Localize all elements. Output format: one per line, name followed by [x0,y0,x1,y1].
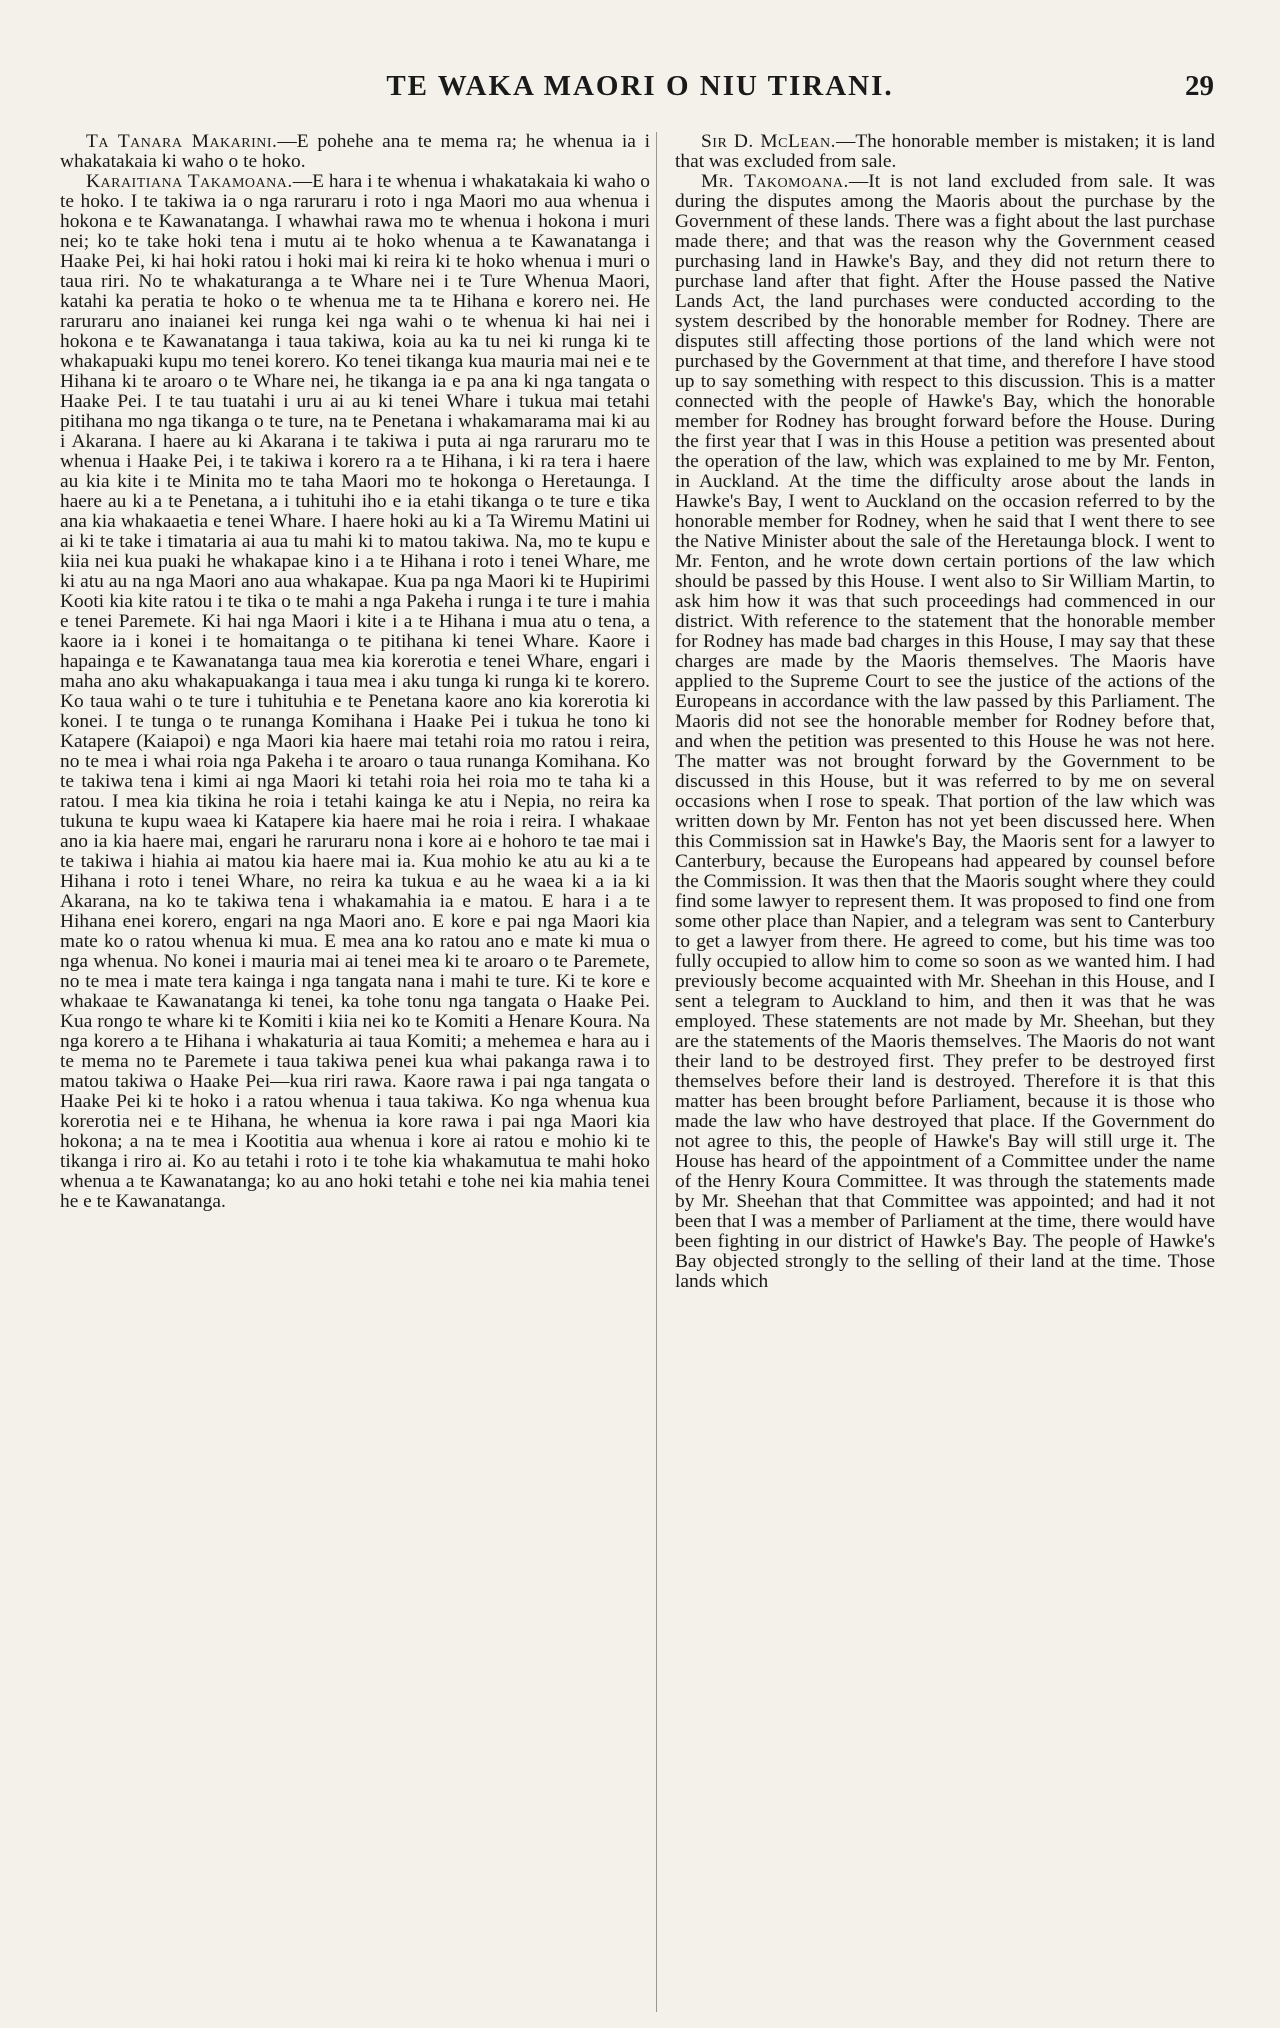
right-column-english [675,132,1215,1292]
column-divider [656,132,657,2012]
speaker-name: Mr. Takomoana. [701,171,849,192]
paragraph-text: —The honorable member is mistaken; it is land that was excluded from sale. [675,131,1215,172]
speaker-name: Sir D. McLean. [701,131,836,152]
left-column-maori [60,132,650,1212]
paragraph-takomoana [675,172,1215,1292]
paragraph-makarini [60,132,650,172]
speaker-name: Karaitiana Takamoana. [86,171,293,192]
paragraph-text: —E hara i te whenua i whakatakaia ki waho o te hoko. I te takiwa ia o nga raruraru i roto i nga Maori mo aua whenua i hokona e te Kawanatanga. I whawhai rawa mo te whenua i hokona i muri nei; ko te take hoki tena i mutu ai te hoko whenua a te Kawanatanga i Haake Pei, ki hai hoki ratou i hoki mai ki reira ki te hoko whenua i muri o taua riri. No te whakaturanga a te Whare nei i te Ture Whenua Maori, katahi ka peratia te hoko o te whenua me ta te Hihana e korero nei. He raruraru ano inaianei kei runga kei nga wahi o te whenua ki hai nei i hokona e te Kawanatanga i taua takiwa, koia au ka tu nei ki runga ki te whakapuaki kupu mo tenei korero. Ko tenei tikanga kua mauria mai nei e te Hihana ki te aroaro o te Whare nei, he tikanga ia e pa ana ki nga tangata o Haake Pei. I te tau tuatahi i uru ai au ki tenei Whare i tukua mai tetahi pitihana mo nga tikanga o te ture, na te Penetana i whakamarama mai ki au i Akarana. I haere au ki Akarana i te takiwa i puta ai nga raruraru mo te whenua i Haake Pei, i te takiwa i korero ra a te Hihana, i ki ra tera i haere au kia kite i te Minita mo te taha Maori mo te hokonga o Heretaunga. I haere au ki a te Penetana, a i tuhituhi iho e ia etahi tikanga o te ture e tika ana kia whakaaetia e tenei Whare. I haere hoki au ki a Ta Wiremu Matini ui ai ki te take i timataria ai aua tu mahi ki to matou takiwa. Na, mo te kupu e kiia nei kua puaki he whakapae kino i a te Hihana i roto i tenei Whare, me ki atu au na nga Maori ano aua whakapae. Kua pa nga Maori ki te Hupirimi Kooti kia kite ratou i te tika o te mahi a nga Pakeha i runga i te ture i mahia e tenei Paremete. Ki hai nga Maori i kite i a te Hihana i mua atu o tena, a kaore ia i konei i te homaitanga o te pitihana ki tenei Whare. Kaore i hapainga e te Kawanatanga taua mea kia korerotia e tenei Whare, engari i maha ano aku whakapuakanga i taua mea i aku tunga ki runga ki te korero. Ko taua wahi o te ture i tuhituhia e te Penetana kaore ano kia korerotia ki konei. I te tunga o te runanga Komihana i Haake Pei i tukua he tono ki Katapere (Kaiapoi) e nga Maori kia haere mai tetahi roia mo ratou i reira, no te mea i whai roia nga Pakeha i te aroaro o taua runanga Komihana. Ko te takiwa tena i kimi ai nga Maori ki tetahi roia hei roia mo te taha ki a ratou. I mea kia tikina he roia i tetahi kainga ke atu i Nepia, no reira ka tukuna te kupu waea ki Katapere kia haere mai he roia i reira. I whakaae ano ia kia haere mai, engari he raruraru nona i kore ai e hohoro te tae mai i te takiwa i hiahia ai matou kia haere mai ia. Kua mohio ke atu au ki a te Hihana i roto i tenei Whare, no reira ka tukua e au he waea ki a ia ki Akarana, na ko te takiwa tena i whakamahia ia e matou. E hara i a te Hihana enei korero, engari na nga Maori ano. E kore e pai nga Maori kia mate ko o ratou whenua ki mua. E mea ana ko ratou ano e mate ki mua o nga whenua. No konei i mauria mai ai tenei mea ki te aroaro o te Paremete, no te mea i mate tera kainga i nga tangata nana i mahi te ture. Ki te kore e whakaae te Kawanatanga ki tenei, ka tohe tonu nga tangata o Haake Pei. Kua rongo te whare ki te Komiti i kiia nei ko te Komiti a Henare Koura. Na nga korero a te Hihana i whakaturia ai taua Komiti; a mehemea e hara au i te mema no te Paremete i taua takiwa penei kua whai pakanga rawa i to matou takiwa o Haake Pei—kua riri rawa. Kaore rawa i pai nga tangata o Haake Pei ki te hoko i a ratou whenua i taua takiwa. Ko nga whenua kua korerotia nei e te Hihana, he whenua ia kore rawa i pai nga Maori kia hokona; a na te mea i Kootitia aua whenua i kore ai ratou e mohio ki te tikanga i riro ai. Ko au tetahi i roto i te tohe kia whakamutua te mahi hoko whenua a te Kawanatanga; ko au ano hoki tetahi e tohe nei kia mahia tenei he e te Kawanatanga. [60,171,650,1212]
page-number: 29 [1185,70,1214,102]
paragraph-text: —It is not land excluded from sale. It was during the disputes among the Maoris about the purchase by the Government of these lands. There was a fight about the last purchase made there; and that was the reason why the Government ceased purchasing land in Hawke's Bay, and they did not return there to purchase land after that fight. After the House passed the Native Lands Act, the land purchases were conducted according to the system described by the honorable member for Rodney. There are disputes still affecting those portions of the land which were not purchased by the Government at that time, and therefore I have stood up to say something with respect to this discussion. This is a matter connected with the people of Hawke's Bay, which the honorable member for Rodney has brought forward before the House. During the first year that I was in this House a petition was presented about the operation of the law, which was explained to me by Mr. Fenton, in Auckland. At the time the difficulty arose about the lands in Hawke's Bay, I went to Auckland on the occasion referred to by the honorable member for Rodney, when he said that I went there to see the Native Minister about the sale of the Heretaunga block. I went to Mr. Fenton, and he wrote down certain portions of the law which should be passed by this House. I went also to Sir William Martin, to ask him how it was that such proceedings had commenced in our district. With reference to the statement that the honorable member for Rodney has made bad charges in this House, I may say that these charges are made by the Maoris themselves. The Maoris have applied to the Supreme Court to see the justice of the actions of the Europeans in accordance with the law passed by this Parliament. The Maoris did not see the honorable member for Rodney before that, and when the petition was presented to this House he was not here. The matter was not brought forward by the Government to be discussed in this House, but it was referred to by me on several occasions when I rose to speak. That portion of the law which was written down by Mr. Fenton has not yet been discussed here. When this Commission sat in Hawke's Bay, the Maoris sent for a lawyer to Canterbury, because the Europeans had appeared by counsel before the Commission. It was then that the Maoris sought where they could find some lawyer to represent them. It was proposed to find one from some other place than Napier, and a telegram was sent to Canterbury to get a lawyer from there. He agreed to come, but his time was too fully occupied to allow him to come so soon as we wanted him. I had previously become acquainted with Mr. Sheehan in this House, and I sent a telegram to Auckland to him, and then it was that he was employed. These statements are not made by Mr. Sheehan, but they are the statements of the Maoris themselves. The Maoris do not want their land to be destroyed first. They prefer to be destroyed first themselves before their land is destroyed. Therefore it is that this matter has been brought before Parliament, because it is those who made the law who have destroyed that place. If the Government do not agree to this, the people of Hawke's Bay will still urge it. The House has heard of the appointment of a Committee under the name of the Henry Koura Committee. It was through the statements made by Mr. Sheehan that that Committee was appointed; and had it not been that I was a member of Parliament at the time, there would have been fighting in our district of Hawke's Bay. The people of Hawke's Bay objected strongly to the selling of their land at the time. Those lands which [675,171,1215,1292]
paragraph-takamoana [60,172,650,1212]
speaker-name: Ta Tanara Makarini. [86,131,278,152]
page-header [60,60,1220,120]
paragraph-text: —E pohehe ana te mema ra; he whenua ia i whakatakaia ki waho o te hoko. [60,131,650,172]
paragraph-mclean [675,132,1215,172]
page-title: TE WAKA MAORI O NIU TIRANI. [386,70,894,102]
